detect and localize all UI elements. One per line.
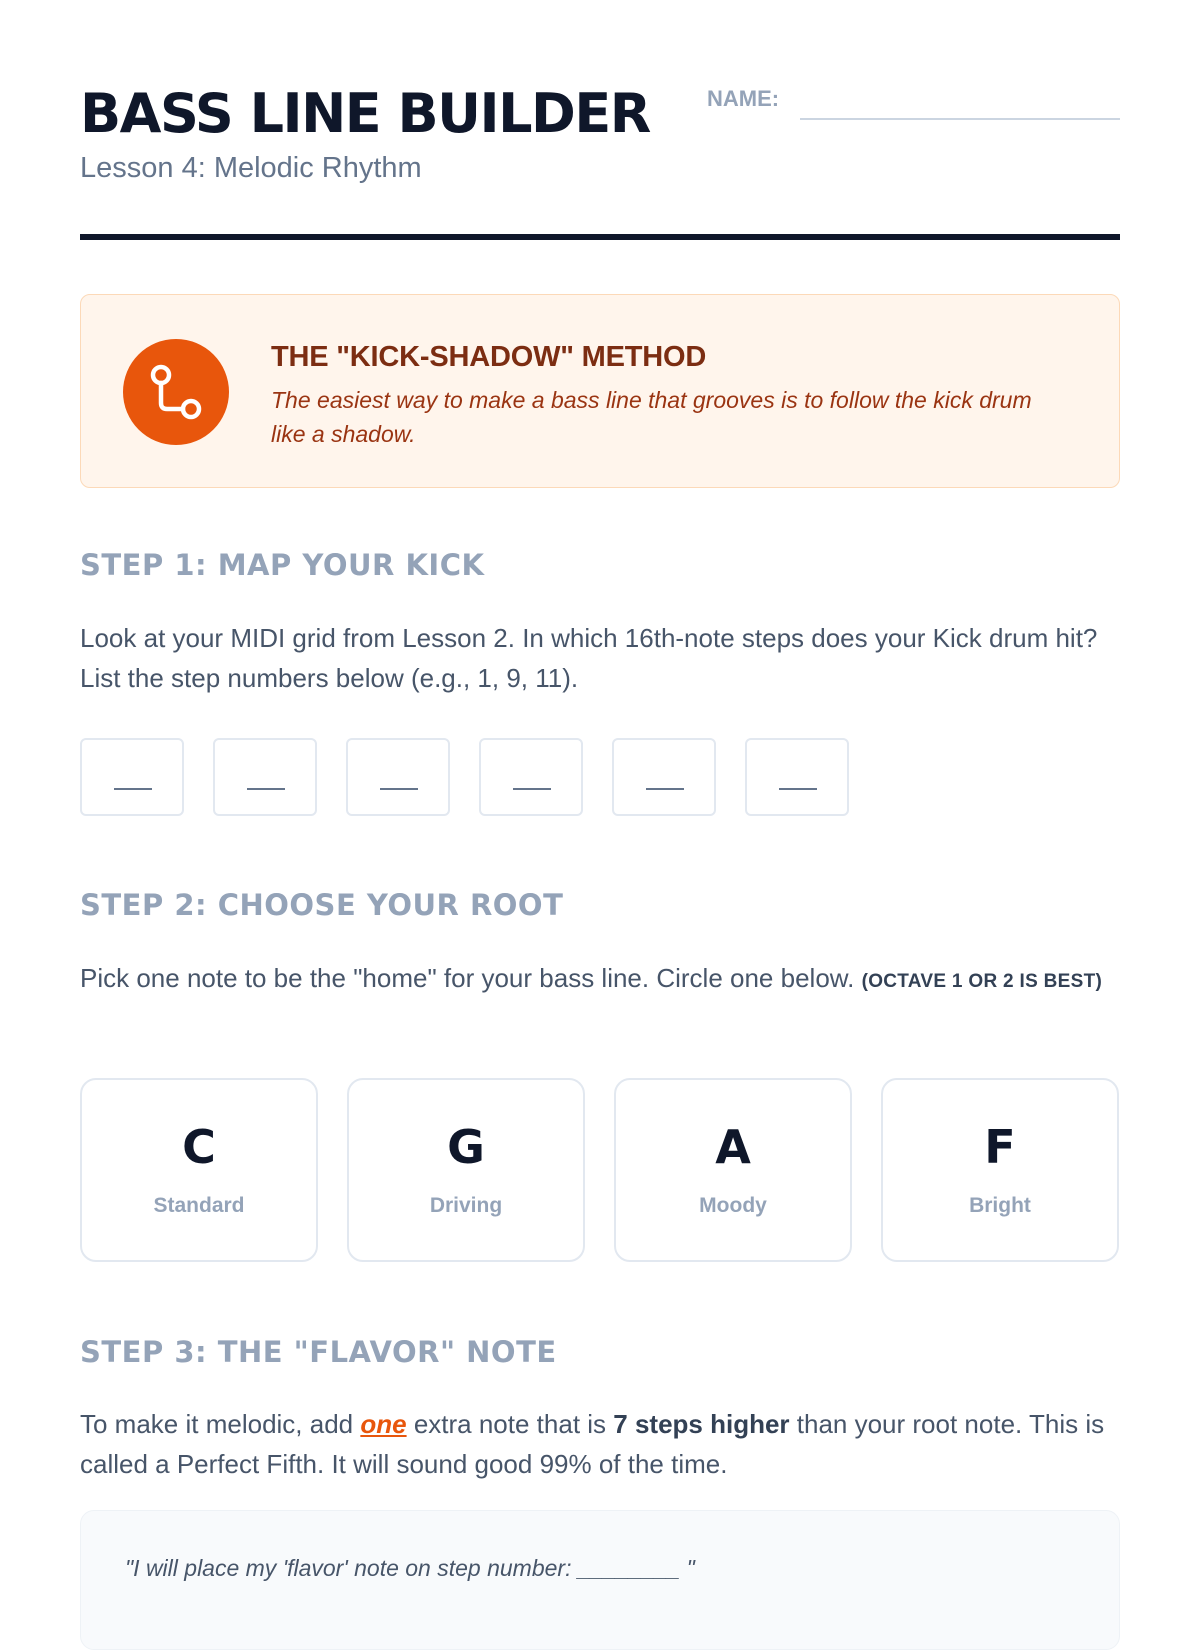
- blank-line: [114, 788, 152, 790]
- step1-text: Look at your MIDI grid from Lesson 2. In which 16th-note steps does your Kick drum hit? List the step numbers below (e.g., 1, 9, 11).: [80, 623, 1098, 693]
- kick-step-input[interactable]: [213, 738, 317, 816]
- step3-heading: STEP 3: THE "FLAVOR" NOTE: [80, 1335, 557, 1369]
- note-letter: A: [715, 1120, 751, 1174]
- kick-step-input[interactable]: [80, 738, 184, 816]
- root-option-c[interactable]: [80, 1078, 318, 1262]
- step1-heading: STEP 1: MAP YOUR KICK: [80, 548, 485, 582]
- note-letter: C: [182, 1120, 216, 1174]
- page-title: BASS LINE BUILDER: [80, 82, 650, 145]
- git-branch-icon: [123, 339, 229, 445]
- kick-step-input[interactable]: [612, 738, 716, 816]
- note-description: Moody: [699, 1194, 767, 1217]
- emphasis-one: one: [360, 1409, 407, 1439]
- note-letter: G: [447, 1120, 485, 1174]
- step2-text: [80, 958, 1120, 1002]
- method-callout: [80, 294, 1120, 488]
- name-field[interactable]: [800, 118, 1120, 120]
- step3-text-before: To make it melodic, add: [80, 1409, 361, 1439]
- kick-step-input[interactable]: [346, 738, 450, 816]
- name-label: NAME:: [707, 86, 780, 111]
- root-option-a[interactable]: [614, 1078, 852, 1262]
- note-description: Bright: [969, 1194, 1031, 1217]
- note-description: Standard: [153, 1194, 245, 1217]
- step3-text: [80, 1404, 1120, 1484]
- seven-steps-higher: 7 steps higher: [613, 1409, 790, 1439]
- octave-note: (OCTAVE 1 OR 2 IS BEST): [861, 971, 1103, 992]
- root-option-f[interactable]: [881, 1078, 1119, 1262]
- root-option-g[interactable]: [347, 1078, 585, 1262]
- blank-line: [247, 788, 285, 790]
- step2-heading: STEP 2: CHOOSE YOUR ROOT: [80, 888, 564, 922]
- step2-instruction: Pick one note to be the "home" for your bass line. Circle one below.: [80, 963, 855, 993]
- callout-text: The easiest way to make a bass line that grooves is to follow the kick drum like a shadow.: [271, 387, 1032, 447]
- step3-text-middle: extra note that is: [406, 1409, 614, 1439]
- blank-line: [513, 788, 551, 790]
- note-description: Driving: [429, 1194, 503, 1217]
- blank-line: [646, 788, 684, 790]
- flavor-note-box: [80, 1510, 1120, 1650]
- note-letter: F: [984, 1120, 1016, 1174]
- lesson-subtitle: Lesson 4: Melodic Rhythm: [80, 152, 422, 184]
- kick-step-input[interactable]: [479, 738, 583, 816]
- callout-title: THE "KICK-SHADOW" METHOD: [271, 341, 707, 373]
- kick-step-input[interactable]: [745, 738, 849, 816]
- step3-text-after: than your root note. This is called a Perfect Fifth. It will sound good 99% of the time.: [80, 1409, 1105, 1479]
- header-divider: [80, 234, 1120, 240]
- blank-line: [380, 788, 418, 790]
- flavor-note-prompt[interactable]: "I will place my 'flavor' note on step number: ________ ": [125, 1555, 695, 1581]
- blank-line: [779, 788, 817, 790]
